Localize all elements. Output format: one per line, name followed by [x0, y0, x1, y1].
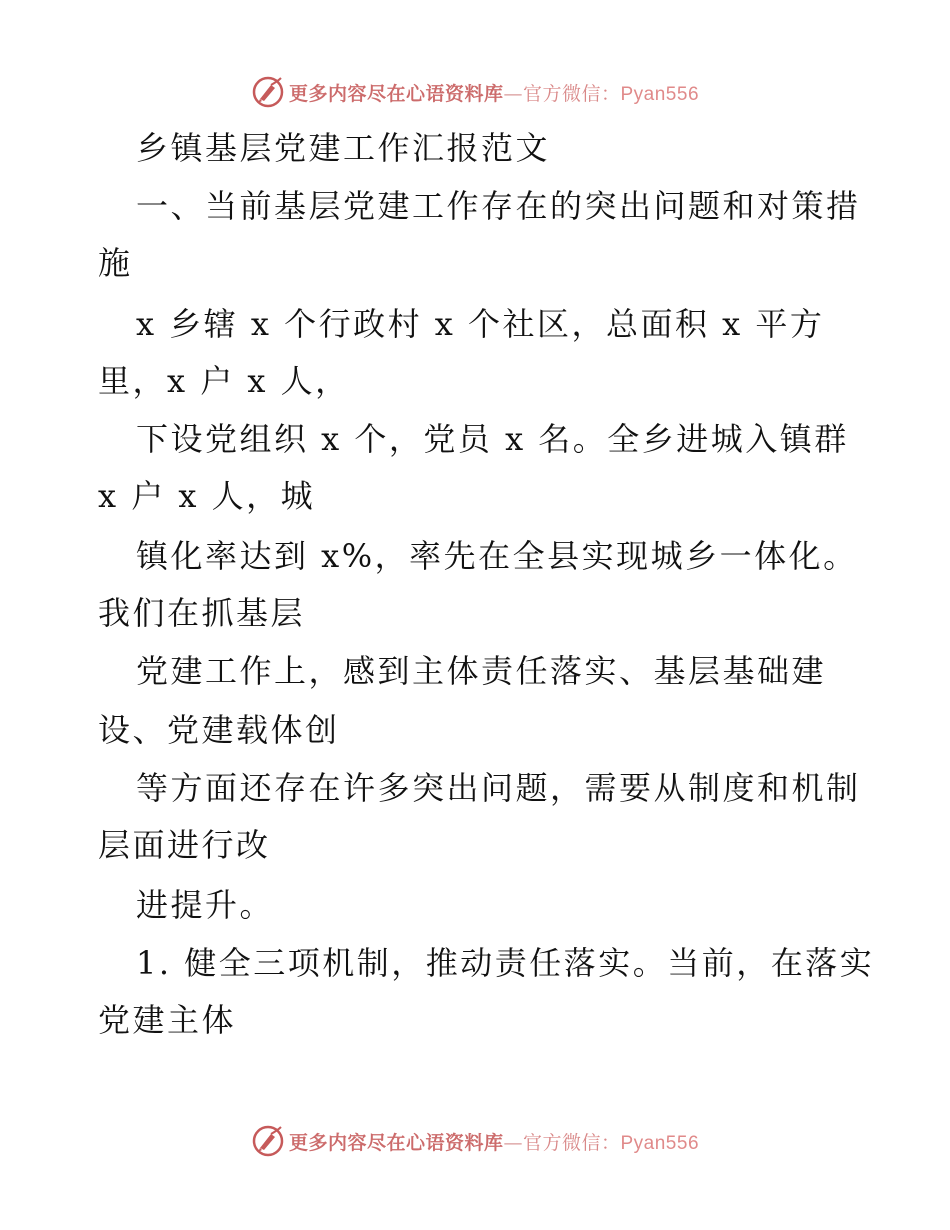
numbered-item: 1. 健全三项机制，推动责任落实。当前，在落实	[136, 944, 875, 982]
paragraph-line: 党建主体	[98, 1001, 237, 1039]
watermark-dash: —	[503, 1131, 523, 1154]
paragraph-line: x 户 x 人，城	[98, 477, 316, 515]
paragraph-line: x 乡辖 x 个行政村 x 个社区，总面积 x 平方	[136, 305, 825, 343]
paragraph-line: 下设党组织 x 个，党员 x 名。全乡进城入镇群	[136, 420, 849, 458]
paragraph-line: 党建工作上，感到主体责任落实、基层基础建	[136, 652, 827, 690]
watermark-dash: —	[503, 82, 523, 105]
watermark-official-label: 官方微信：	[522, 82, 621, 105]
watermark-wechat-id: Pyan556	[620, 1132, 700, 1154]
quill-logo-icon	[251, 75, 285, 109]
paragraph-line: 设、党建载体创	[98, 711, 340, 749]
paragraph-line: 等方面还存在许多突出问题，需要从制度和机制	[136, 769, 861, 807]
watermark-wechat-id: Pyan556	[620, 83, 700, 105]
paragraph-line: 我们在抓基层	[98, 594, 306, 632]
header-watermark	[0, 72, 950, 112]
section-heading-cont: 施	[98, 244, 133, 282]
paragraph-line: 层面进行改	[98, 826, 271, 864]
watermark-main-text: 更多内容尽在心语资料库	[288, 82, 504, 105]
document-title: 乡镇基层党建工作汇报范文	[136, 129, 551, 167]
section-heading: 一、当前基层党建工作存在的突出问题和对策措	[136, 187, 861, 225]
footer-watermark	[0, 1121, 950, 1161]
paragraph-line: 进提升。	[136, 886, 275, 924]
paragraph-line: 里，x 户 x 人，	[98, 362, 350, 400]
watermark-official-label: 官方微信：	[522, 1131, 621, 1154]
quill-logo-icon	[251, 1124, 285, 1158]
paragraph-line: 镇化率达到 x%，率先在全县实现城乡一体化。	[136, 537, 858, 575]
watermark-main-text: 更多内容尽在心语资料库	[288, 1131, 504, 1154]
